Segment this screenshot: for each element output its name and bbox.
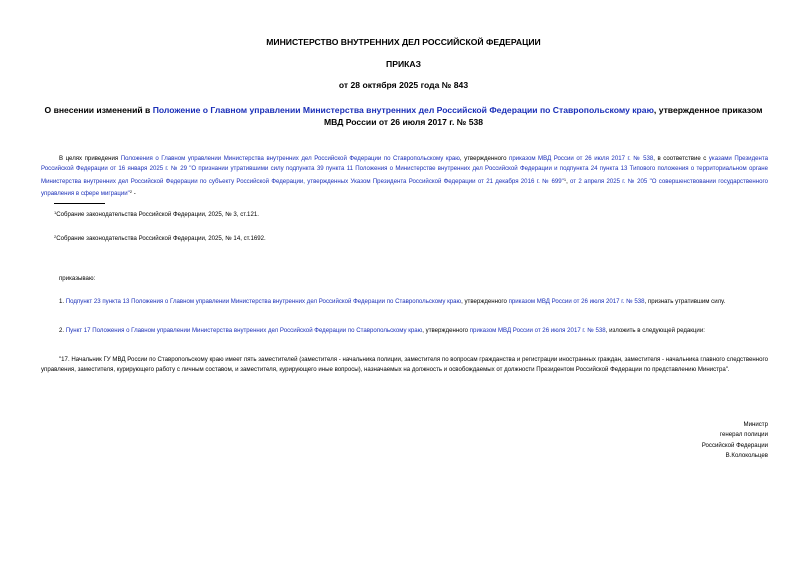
signature-block — [702, 420, 768, 462]
item-2-number: 2. — [59, 327, 66, 334]
order-word: приказываю: — [59, 275, 96, 282]
signature-country: Российской Федерации — [701, 441, 768, 449]
footnote-2 — [54, 234, 266, 242]
item-2-text-2: , утвержденного — [422, 327, 470, 334]
footnote-2-text: Собрание законодательства Российской Федерации, 2025, № 14, ст.1692. — [56, 235, 266, 242]
signature-position: Министр — [743, 421, 768, 428]
document-date-number: от 28 октября 2025 года № 843 — [338, 80, 469, 90]
item-1-text-3: , признать утратившим силу. — [644, 298, 726, 305]
document-type: ПРИКАЗ — [386, 59, 421, 69]
signature-name: В.Колокольцев — [725, 452, 768, 460]
preamble-text-2: , утвержденного — [459, 155, 510, 162]
preamble-paragraph — [41, 154, 768, 200]
document-title — [40, 104, 767, 128]
preamble-order-link[interactable]: приказом МВД России от 26 июля 2017 г. № 538 — [509, 155, 654, 162]
preamble-text-1: В целях приведения — [59, 155, 121, 162]
signature-rank: генерал полиции — [719, 431, 768, 439]
footnote-1-text: Собрание законодательства Российской Федерации, 2025, № 3, ст.121. — [56, 211, 259, 218]
footnote-ref-2[interactable]: 2 — [129, 189, 133, 195]
preamble-text-4: , — [566, 177, 571, 185]
title-regulation-link[interactable]: Положение о Главном управлении Министерства внутренних дел Российской Федерации по Ставропольскому краю — [152, 105, 654, 115]
title-suffix: , утвержденное приказом МВД России от 26 июля 2017 г. № 538 — [323, 105, 763, 127]
footnote-2-number: 2 — [54, 234, 57, 239]
footnote-1 — [54, 210, 259, 218]
item-2-text-3: , изложить в следующей редакции: — [605, 327, 705, 334]
ministry-name: МИНИСТЕРСТВО ВНУТРЕННИХ ДЕЛ РОССИЙСКОЙ ФЕДЕРАЦИИ — [266, 37, 541, 47]
title-prefix: О внесении изменений в — [44, 105, 153, 115]
item-1-order-link[interactable]: приказом МВД России от 26 июля 2017 г. № 538 — [508, 298, 645, 305]
item-2-paragraph — [41, 326, 768, 336]
item-1-text-2: , утвержденного — [461, 298, 509, 305]
preamble-decree-2-link[interactable]: от 2 апреля 2025 г. № 205 "О совершенствовании государственного управления в сфере миграции" — [41, 177, 768, 198]
footnote-ref-1[interactable]: 1 — [563, 176, 567, 182]
footnote-divider — [54, 203, 105, 204]
new-clause-17-text: "17. Начальник ГУ МВД России по Ставропольскому краю имеет пять заместителей (заместителя - начальника полиции, заместителя по вопросам гражданства и регистрации иностранных граждан, заместителя - начальника главного следственного управления, заместителя, курирующего работу с личным составом, и заместителя, курирующего иные вопросы), назначаемых на должность и освобождаемых от должности Президентом Российской Федерации по представлению Министра". — [41, 356, 768, 374]
item-1-paragraph — [41, 297, 768, 307]
item-1-number: 1. — [59, 298, 66, 305]
preamble-decree-link[interactable]: указами Президента Российской Федерации от 16 января 2025 г. № 29 "О признании утратившими силу подпункта 39 пункта 11 Положения о Министерстве внутренних дел Российской Федерации и подпункта 24 пункта 13 Типового положения о территориальном органе Министерства внутренних дел Российской Федерации по субъекту Российской Федерации, утвержденных Указом Президента Российской Федерации от 21 декабря 2016 г. № 699" — [41, 155, 768, 185]
preamble-text-3: , в соответствие с — [653, 155, 709, 162]
preamble-regulation-link[interactable]: Положения о Главном управлении Министерства внутренних дел Российской Федерации по Ставропольскому краю — [120, 155, 460, 162]
item-2-order-link[interactable]: приказом МВД России от 26 июля 2017 г. № 538 — [469, 327, 606, 334]
item-2-clause-link[interactable]: Пункт 17 Положения о Главном управлении Министерства внутренних дел Российской Федерации по Ставропольскому краю — [65, 327, 423, 334]
footnote-1-number: 1 — [54, 210, 57, 215]
preamble-text-5: - — [132, 190, 136, 198]
item-1-subclause-link[interactable]: Подпункт 23 пункта 13 Положения о Главном управлении Министерства внутренних дел Российской Федерации по Ставропольскому краю — [65, 298, 462, 305]
